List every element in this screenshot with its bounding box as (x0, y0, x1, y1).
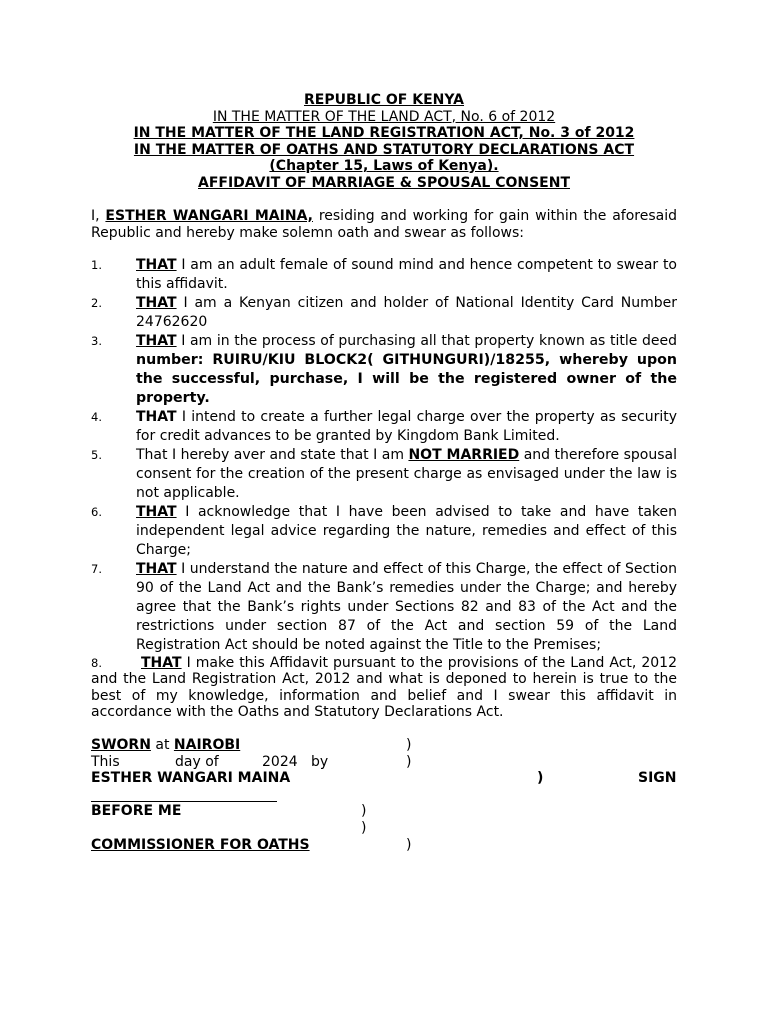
document-title: AFFIDAVIT OF MARRIAGE & SPOUSAL CONSENT (198, 174, 570, 191)
jurat-deponent-row (91, 770, 677, 787)
averment-text: I am an adult female of sound mind and hence competent to swear to this affidavit. (136, 256, 677, 292)
sign-label: SIGN (638, 770, 677, 787)
averment-lead: THAT (136, 332, 177, 349)
averment-3 (91, 332, 677, 408)
sworn-word: SWORN (91, 736, 151, 753)
intro-prefix: I, (91, 207, 106, 224)
averment-lead: THAT (136, 256, 177, 273)
jurat-bracket: ) (361, 819, 367, 836)
averment-8 (91, 655, 677, 721)
averment-lead: THAT (136, 503, 177, 520)
averment-number: 7. (91, 561, 102, 576)
averment-text: I intend to create a further legal charge over the property as security for credit advances to be granted by Kingdom Bank Limited. (136, 408, 677, 444)
deponent-signature-name: ESTHER WANGARI MAINA (91, 770, 291, 787)
not-married-emphasis: NOT MARRIED (408, 446, 520, 463)
averment-2 (91, 294, 677, 332)
this-word: This (91, 753, 120, 770)
deponent-name: ESTHER WANGARI MAINA, (105, 207, 313, 224)
affidavit-page (91, 92, 677, 853)
averment-lead: THAT (141, 654, 182, 671)
title-deed-number: number: RUIRU/KIU BLOCK2( GITHUNGURI)/18255, whereby upon the successful, purchase, I will be the registered owner of the property. (136, 351, 677, 406)
jurat-bracket: ) (537, 770, 544, 787)
year-value: 2024 (262, 753, 298, 770)
averment-number: 6. (91, 504, 102, 519)
jurat-sworn-row (91, 737, 677, 754)
averment-number: 4. (91, 409, 102, 424)
header-land-act: IN THE MATTER OF THE LAND ACT, No. 6 of 2012 (212, 108, 556, 125)
signature-line-row (91, 787, 677, 804)
header-land-registration-act: IN THE MATTER OF THE LAND REGISTRATION ACT, No. 3 of 2012 (133, 125, 635, 142)
averment-number: 3. (91, 333, 102, 348)
averment-pre: That I hereby aver and state that I am (136, 446, 409, 463)
averment-text: I acknowledge that I have been advised to take and have taken independent legal advice regarding the nature, remedies and effect of this Charge; (136, 503, 677, 558)
jurat-bracket: ) (406, 753, 412, 770)
averment-text: I am in the process of purchasing all that property known as title deed (176, 332, 677, 349)
day-of-label: day of (175, 753, 219, 770)
header-republic: REPUBLIC OF KENYA (303, 92, 465, 108)
averments-list (91, 256, 677, 721)
jurat-sworn-label (91, 737, 240, 754)
averment-number: 1. (91, 257, 102, 272)
averment-4 (91, 408, 677, 446)
jurat-date-row (91, 754, 677, 771)
jurat-bracket: ) (361, 803, 367, 820)
averment-6 (91, 503, 677, 560)
jurat-bracket: ) (406, 736, 412, 753)
before-me-row (91, 803, 677, 820)
averment-lead: THAT (136, 294, 177, 311)
commissioner-label: COMMISSIONER FOR OATHS (91, 836, 310, 853)
averment-5 (91, 446, 677, 503)
averment-text: and therefore spousal consent for the creation of the present charge as envisaged under the law is not applicable. (136, 446, 677, 501)
averment-lead: THAT (136, 560, 177, 577)
jurat-bracket: ) (406, 836, 412, 853)
at-word: at (150, 736, 174, 753)
averment-lead: THAT (136, 408, 177, 425)
by-word: by (311, 753, 329, 770)
commissioner-row (91, 837, 677, 854)
averment-text: I understand the nature and effect of this Charge, the effect of Section 90 of the Land Act and the Bank’s remedies under the Charge; and hereby agree that the Bank’s rights under Sections 82 and 83 of the Act and the restrictions under section 87 of the Act and section 59 of the Land Registration Act should be noted against the Title to the Premises; (136, 560, 677, 653)
place-name: NAIROBI (173, 736, 241, 753)
averment-number: 5. (91, 447, 102, 462)
header-chapter: (Chapter 15, Laws of Kenya). (269, 158, 499, 175)
jurat-block (91, 737, 677, 853)
blank-bracket-row (91, 820, 677, 837)
averment-1 (91, 256, 677, 294)
header-oaths-act: IN THE MATTER OF OATHS AND STATUTORY DECLARATIONS ACT (133, 141, 635, 158)
averment-number: 2. (91, 295, 102, 310)
averment-number: 8. (91, 655, 102, 670)
before-me-label: BEFORE ME (91, 803, 182, 820)
averment-text: I make this Affidavit pursuant to the provisions of the Land Act, 2012 and the Land Registration Act, 2012 and what is deponed to herein is true to the best of my knowledge, information and belief and I swear this affidavit in accordance with the Oaths and Statutory Declarations Act. (91, 654, 677, 721)
intro-text: residing and working for gain within the aforesaid Republic and hereby make solemn oath and swear as follows: (91, 207, 678, 241)
averment-text: I am a Kenyan citizen and holder of National Identity Card Number 24762620 (136, 294, 677, 330)
averment-7 (91, 560, 677, 655)
intro-paragraph (91, 208, 677, 242)
signature-line (91, 787, 277, 802)
document-header (91, 92, 677, 192)
